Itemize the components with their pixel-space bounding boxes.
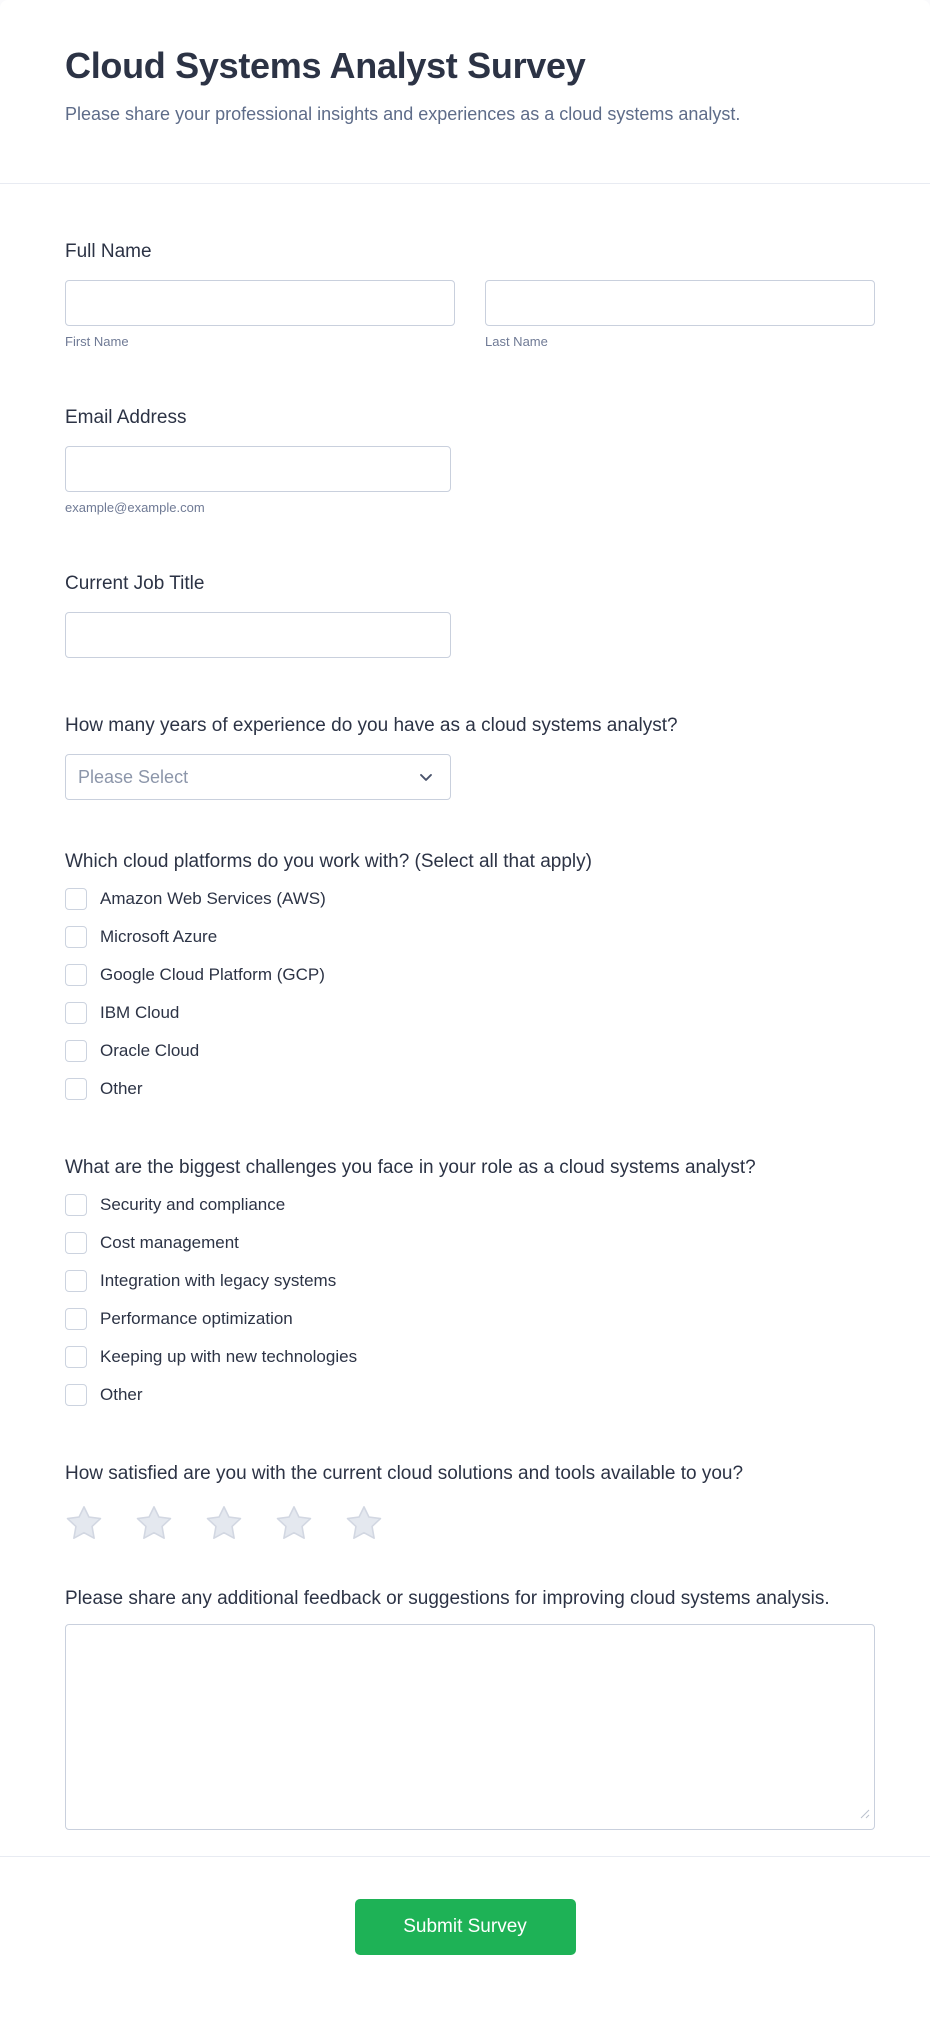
field-satisfaction: [65, 1462, 875, 1542]
email-label: Email Address: [65, 407, 187, 428]
platform-option-oracle: [65, 1040, 875, 1062]
checkbox[interactable]: [65, 1384, 87, 1406]
platform-option-aws: [65, 888, 875, 910]
field-email: [65, 406, 875, 516]
checkbox-label[interactable]: IBM Cloud: [100, 1003, 180, 1022]
platforms-label: Which cloud platforms do you work with? (Select all that apply): [65, 851, 592, 872]
star-icon[interactable]: [65, 1504, 103, 1542]
checkbox[interactable]: [65, 1002, 87, 1024]
challenge-option-other: [65, 1384, 875, 1406]
challenges-label: What are the biggest challenges you face in your role as a cloud systems analyst?: [65, 1157, 756, 1178]
challenge-option-performance: [65, 1308, 875, 1330]
field-full-name: [65, 240, 875, 350]
page-title: Cloud Systems Analyst Survey: [65, 45, 586, 86]
field-platforms: [65, 850, 875, 1100]
challenge-option-technologies: [65, 1346, 875, 1368]
star-icon[interactable]: [275, 1504, 313, 1542]
email-input[interactable]: [65, 446, 451, 492]
last-name-input[interactable]: [485, 280, 875, 326]
field-feedback: [65, 1586, 875, 1830]
last-name-sublabel: Last Name: [485, 334, 548, 349]
checkbox-label[interactable]: Security and compliance: [100, 1195, 286, 1214]
checkbox-label[interactable]: Keeping up with new technologies: [100, 1347, 358, 1366]
checkbox-label[interactable]: Oracle Cloud: [100, 1041, 200, 1060]
checkbox-label[interactable]: Integration with legacy systems: [100, 1271, 337, 1290]
challenge-option-security: [65, 1194, 875, 1216]
job-title-input[interactable]: [65, 612, 451, 658]
checkbox[interactable]: [65, 1346, 87, 1368]
checkbox[interactable]: [65, 1078, 87, 1100]
form-body: [0, 184, 930, 1830]
field-challenges: [65, 1156, 875, 1406]
page-subtitle: Please share your professional insights and experiences as a cloud systems analyst.: [65, 104, 741, 124]
checkbox[interactable]: [65, 1270, 87, 1292]
checkbox[interactable]: [65, 1308, 87, 1330]
checkbox[interactable]: [65, 1194, 87, 1216]
full-name-label: Full Name: [65, 241, 152, 262]
satisfaction-label: How satisfied are you with the current cloud solutions and tools available to you?: [65, 1463, 744, 1484]
field-experience: [65, 714, 875, 800]
platform-option-ibm: [65, 1002, 875, 1024]
first-name-input[interactable]: [65, 280, 455, 326]
experience-select-value: Please Select: [78, 766, 189, 787]
checkbox-label[interactable]: Cost management: [100, 1233, 239, 1252]
checkbox[interactable]: [65, 888, 87, 910]
full-name-row: [65, 280, 875, 350]
form-header: [0, 0, 930, 125]
experience-label: How many years of experience do you have as a cloud systems analyst?: [65, 715, 678, 736]
feedback-textarea-wrap: [65, 1624, 875, 1830]
form-footer: [0, 1857, 930, 2007]
checkbox-label[interactable]: Other: [100, 1079, 143, 1098]
submit-button[interactable]: Submit Survey: [355, 1899, 576, 1955]
platform-option-gcp: [65, 964, 875, 986]
checkbox[interactable]: [65, 926, 87, 948]
job-title-label: Current Job Title: [65, 573, 205, 594]
checkbox-label[interactable]: Other: [100, 1385, 143, 1404]
challenge-option-integration: [65, 1270, 875, 1292]
email-sublabel: example@example.com: [65, 500, 205, 515]
checkbox-label[interactable]: Amazon Web Services (AWS): [100, 889, 326, 908]
star-rating: [65, 1504, 875, 1542]
checkbox[interactable]: [65, 1232, 87, 1254]
checkbox-label[interactable]: Google Cloud Platform (GCP): [100, 965, 325, 984]
checkbox-label[interactable]: Microsoft Azure: [100, 927, 218, 946]
checkbox-label[interactable]: Performance optimization: [100, 1309, 293, 1328]
star-icon[interactable]: [205, 1504, 243, 1542]
checkbox[interactable]: [65, 964, 87, 986]
chevron-down-icon: [416, 767, 436, 787]
feedback-label: Please share any additional feedback or suggestions for improving cloud systems analysis.: [65, 1588, 830, 1609]
challenge-option-cost: [65, 1232, 875, 1254]
feedback-textarea[interactable]: [65, 1624, 875, 1830]
first-name-col: [65, 280, 455, 350]
platform-option-other: [65, 1078, 875, 1100]
platform-option-azure: [65, 926, 875, 948]
checkbox[interactable]: [65, 1040, 87, 1062]
star-icon[interactable]: [135, 1504, 173, 1542]
field-job-title: [65, 572, 875, 658]
experience-select[interactable]: [65, 754, 451, 800]
star-icon[interactable]: [345, 1504, 383, 1542]
last-name-col: [485, 280, 875, 350]
first-name-sublabel: First Name: [65, 334, 129, 349]
